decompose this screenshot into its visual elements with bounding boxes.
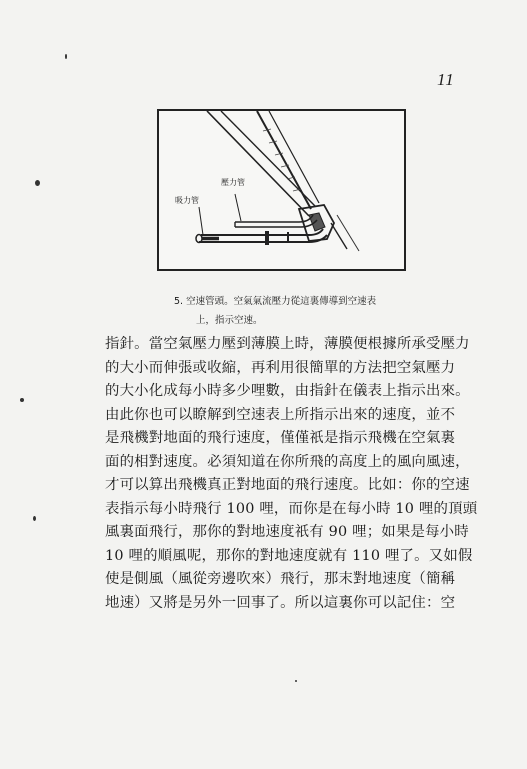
figure-pitot-tube <box>157 109 406 271</box>
body-line: 是飛機對地面的飛行速度，僅僅祇是指示飛機在空氣裏 <box>105 430 456 446</box>
page-number: 11 <box>437 70 455 89</box>
scan-speck <box>65 54 67 59</box>
caption-line: 上，指示空速。 <box>196 315 263 326</box>
body-line: 地速）又將是另外一回事了。所以這裏你可以記住：空 <box>105 594 456 611</box>
scan-speck <box>295 680 297 682</box>
body-line: 表指示每小時飛行 100 哩，而你是在每小時 10 哩的頂頭 <box>105 500 478 517</box>
body-line: 的大小化成每小時多少哩數，由指針在儀表上指示出來。 <box>105 383 470 399</box>
scan-speck <box>20 398 24 402</box>
body-line: 的大小而伸張或收縮，再利用很簡單的方法把空氣壓力 <box>105 359 456 376</box>
caption-line: 5. 空速管頭。空氣氣流壓力從這裏傳導到空速表 <box>174 296 377 307</box>
body-line: 由此你也可以瞭解到空速表上所指示出來的速度，並不 <box>105 406 456 423</box>
suction-tube-label: 吸力管 <box>175 196 199 205</box>
pitot-tube-illustration <box>159 111 408 273</box>
figure-caption <box>174 292 464 330</box>
body-line: 面的相對速度。必須知道在你所飛的高度上的風向風速， <box>105 453 470 470</box>
body-line: 風裏面飛行，那你的對地速度祇有 90 哩；如果是每小時 <box>105 524 469 540</box>
body-line: 才可以算出飛機真正對地面的飛行速度。比如：你的空速 <box>105 477 470 493</box>
pressure-tube-label: 壓力管 <box>221 178 245 187</box>
body-line: 使是側風（風從旁邊吹來）飛行，那末對地速度（簡稱 <box>105 571 456 587</box>
scan-speck <box>33 516 36 521</box>
body-line: 指針。當空氣壓力壓到薄膜上時，薄膜便根據所承受壓力 <box>105 336 470 352</box>
body-paragraph <box>105 333 478 615</box>
body-line: 10 哩的順風呢，那你的對地速度就有 110 哩了。又如假 <box>105 547 473 564</box>
scan-speck <box>35 180 40 186</box>
